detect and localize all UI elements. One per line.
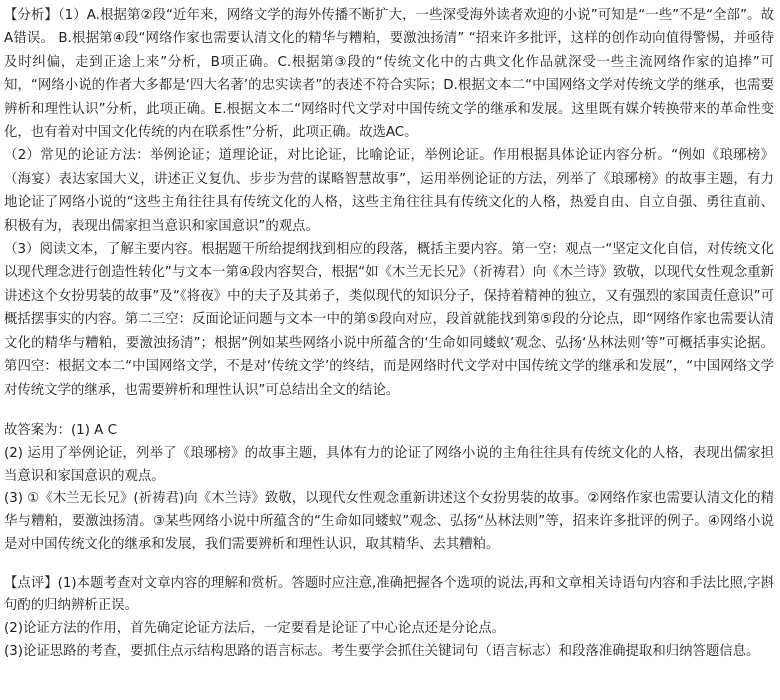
answer-line-2: (2) 运用了举例论证，列举了《琅琊榜》的故事主题，具体有力的论证了网络小说的主角往往具有传统文化的人格，表现出儒家担当意识和家国意识的观点。: [4, 445, 774, 484]
answer-line-1: 故答案为：(1) A C: [4, 422, 117, 438]
comment-line-1: 【点评】(1)本题考查对文章内容的理解和赏析。答题时应注意,准确把握各个选项的说法,再和文章相关诗语句内容和手法比照,字斟句酌的归纳辨析正误。: [4, 575, 774, 614]
analysis-paragraph-3: （3）阅读文本，了解主要内容。根据题干所给提纲找到相应的段落，概括主要内容。第一空：观点一“坚定文化自信，对传统文化以现代理念进行创造性转化”与文本一第④段内容契合，根据“如《木兰无长兄》（祈祷君）向《木兰诗》致敬，以现代女性观念重新讲述这个女扮男装的故事”及“《将夜》中的夫子及其弟子，类似现代的知识分子，保持着精神的独立，又有强烈的家国责任意识”可概括摆事实的内容。第二三空：反面论证问题与文本一中的第⑤段向对应，段首就能找到第⑤段的分论点，即“网络作家也需要认清文化的精华与糟粕，要激浊扬清”；根据“例如某些网络小说中所蕴含的‘生命如同蝼蚁’观念、弘扬‘丛林法则’等”可概括事实论据。第四空：根据文本二“中国网络文学，不是对‘传统文学’的终结，而是网络时代文学对中国传统文学的继承和发展”，“中国网络文学对传统文学的继承，也需要辨析和理性认识”可总结出全文的结论。: [4, 242, 774, 398]
section-spacer: [4, 402, 774, 420]
analysis-paragraph-2: （2）常见的论证方法：举例论证；道理论证，对比论证，比喻论证，举例论证。作用根据具体论证内容分析。“例如《琅琊榜》（海宴）表达家国大义，讲述正义复仇、步步为营的谋略智慧故事”，运用举例论证的方法，列举了《琅琊榜》的故事主题，有力地论证了网络小说的“这些主角往往具有传统文化的人格，这些主角往往具有传统文化的人格，热爱自由、自立自强、勇往直前、积极有为，表现出儒家担当意识和家国意识”的观点。: [4, 148, 774, 234]
section-spacer: [4, 557, 774, 573]
comment-line-2: (2)论证方法的作用，首先确定论证方法后，一定要看是论证了中心论点还是分论点。: [4, 621, 506, 637]
answer-line-3: (3) ①《木兰无长兄》(祈祷君)向《木兰诗》致敬，以现代女性观念重新讲述这个女扮男装的故事。②网络作家也需要认清文化的精华与糟粕，要激浊扬清。③某些网络小说中所蕴含的“生命如同蝼蚁”观念、弘扬“丛林法则”等，招来许多批评的例子。④网络小说是对中国传统文化的继承和发展，我们需要辨析和理性认识，取其精华、去其糟粕。: [4, 491, 774, 552]
comment-line-3: (3)论证思路的考查，要抓住点示结构思路的语言标志。考生要学会抓住关键词句（语言标志）和段落准确提取和归纳答题信息。: [4, 644, 760, 660]
analysis-paragraph-1: 【分析】（1）A.根据第②段“近年来，网络文学的海外传播不断扩大，一些深受海外读者欢迎的小说”可知是“一些”不是“全部”。故A错误。 B.根据第④段“网络作家也需要认清文化的精华与糟粕，要激浊扬清” “招来许多批评，这样的创作动向值得警惕，并亟待及时纠偏，走到正途上来”分析，B项正确。C.根据第③段的“传统文化中的古典文化作品就深受一些主流网络作家的追捧”可知，“网络小说的作者大多都是‘四大名著’的忠实读者”的表述不符合实际；D.根据文本二“中国网络文学对传统文学的继承，也需要辨析和理性认识”分析，此项正确。E.根据文本二“网络时代文学对中国传统文学的继承和发展。这里既有媒介转换带来的革命性变化，也有着对中国文化传统的内在联系性”分析，此项正确。故选AC。: [4, 8, 774, 141]
